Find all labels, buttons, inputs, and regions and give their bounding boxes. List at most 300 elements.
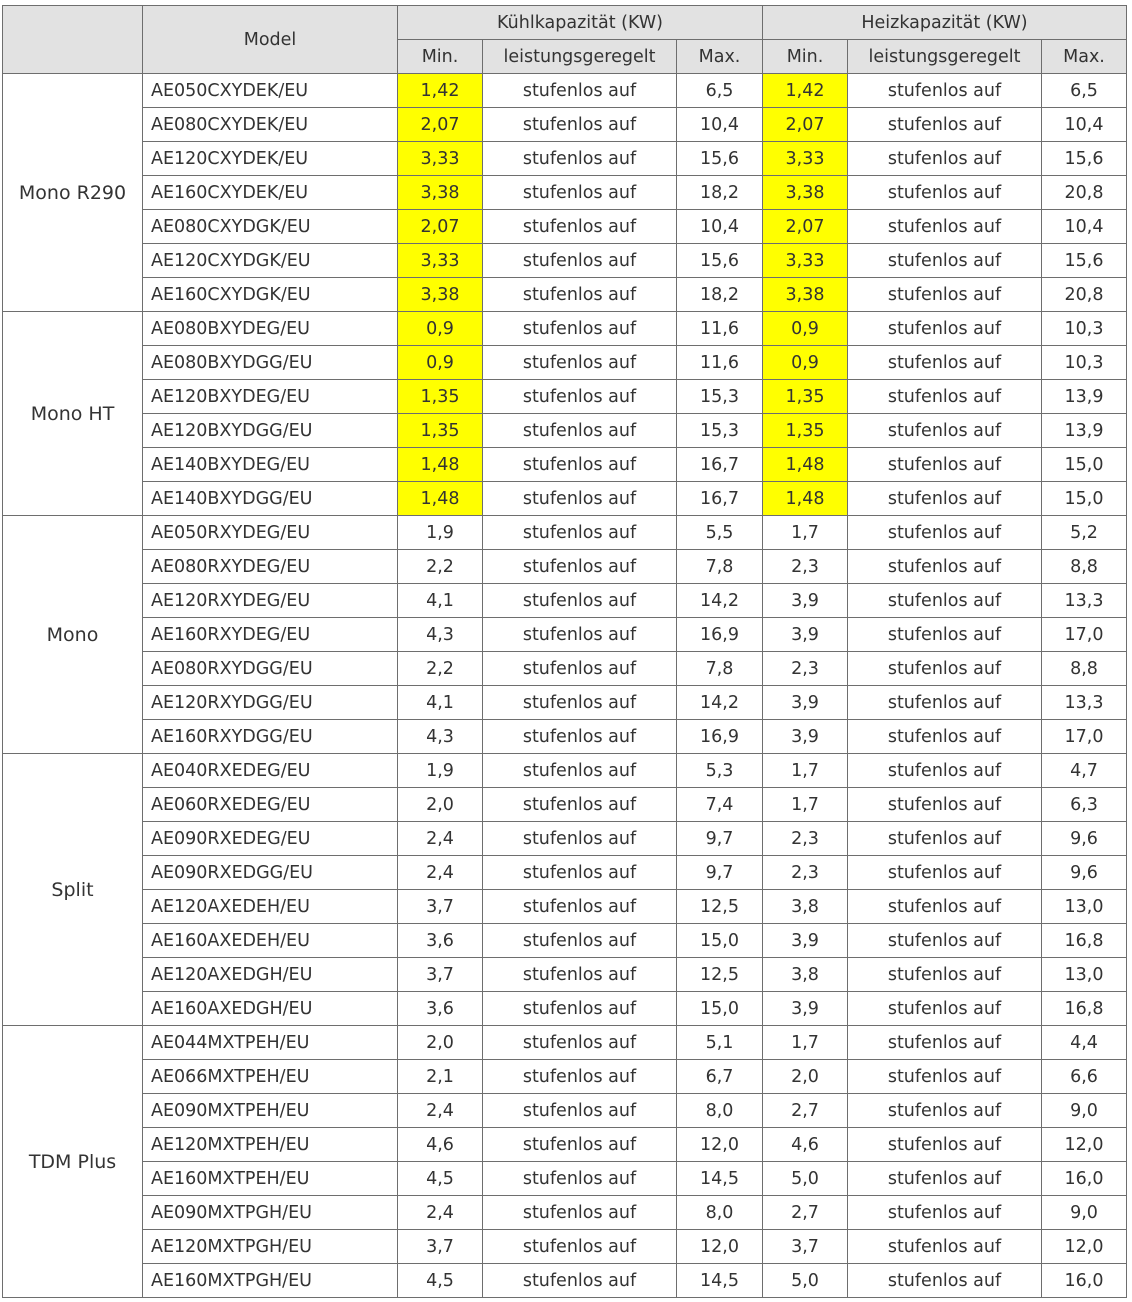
cooling-regulated-cell: stufenlos auf bbox=[483, 278, 677, 312]
heating-max-cell: 13,9 bbox=[1042, 380, 1127, 414]
heating-regulated-cell: stufenlos auf bbox=[848, 1196, 1042, 1230]
header-cooling-max: Max. bbox=[677, 40, 763, 74]
heating-max-cell: 10,4 bbox=[1042, 108, 1127, 142]
heating-regulated-cell: stufenlos auf bbox=[848, 584, 1042, 618]
header-blank bbox=[3, 6, 143, 74]
cooling-max-cell: 11,6 bbox=[677, 346, 763, 380]
heating-min-cell: 1,7 bbox=[763, 1026, 848, 1060]
model-cell: AE140BXYDGG/EU bbox=[143, 482, 398, 516]
cooling-max-cell: 8,0 bbox=[677, 1094, 763, 1128]
model-cell: AE044MXTPEH/EU bbox=[143, 1026, 398, 1060]
cooling-regulated-cell: stufenlos auf bbox=[483, 754, 677, 788]
model-cell: AE090MXTPEH/EU bbox=[143, 1094, 398, 1128]
model-cell: AE120BXYDEG/EU bbox=[143, 380, 398, 414]
cooling-max-cell: 6,7 bbox=[677, 1060, 763, 1094]
table-row bbox=[3, 1196, 1127, 1230]
table-row bbox=[3, 618, 1127, 652]
cooling-regulated-cell: stufenlos auf bbox=[483, 516, 677, 550]
heating-regulated-cell: stufenlos auf bbox=[848, 244, 1042, 278]
model-cell: AE160CXYDGK/EU bbox=[143, 278, 398, 312]
cooling-min-cell: 2,0 bbox=[398, 788, 483, 822]
heating-max-cell: 10,4 bbox=[1042, 210, 1127, 244]
heating-regulated-cell: stufenlos auf bbox=[848, 720, 1042, 754]
model-cell: AE050RXYDEG/EU bbox=[143, 516, 398, 550]
header-heating-regulated: leistungsgeregelt bbox=[848, 40, 1042, 74]
cooling-min-cell: 2,07 bbox=[398, 108, 483, 142]
model-cell: AE160AXEDGH/EU bbox=[143, 992, 398, 1026]
cooling-min-cell: 3,7 bbox=[398, 958, 483, 992]
heating-max-cell: 8,8 bbox=[1042, 550, 1127, 584]
heating-min-cell: 2,07 bbox=[763, 108, 848, 142]
cooling-max-cell: 14,2 bbox=[677, 686, 763, 720]
cooling-regulated-cell: stufenlos auf bbox=[483, 924, 677, 958]
model-cell: AE120AXEDGH/EU bbox=[143, 958, 398, 992]
heating-min-cell: 2,3 bbox=[763, 822, 848, 856]
model-cell: AE160CXYDEK/EU bbox=[143, 176, 398, 210]
capacity-table bbox=[2, 5, 1127, 1298]
table-row bbox=[3, 1026, 1127, 1060]
cooling-regulated-cell: stufenlos auf bbox=[483, 1230, 677, 1264]
cooling-max-cell: 6,5 bbox=[677, 74, 763, 108]
heating-min-cell: 1,35 bbox=[763, 380, 848, 414]
model-cell: AE050CXYDEK/EU bbox=[143, 74, 398, 108]
table-row bbox=[3, 516, 1127, 550]
model-cell: AE066MXTPEH/EU bbox=[143, 1060, 398, 1094]
heating-max-cell: 4,4 bbox=[1042, 1026, 1127, 1060]
model-cell: AE160MXTPEH/EU bbox=[143, 1162, 398, 1196]
heating-min-cell: 2,07 bbox=[763, 210, 848, 244]
cooling-regulated-cell: stufenlos auf bbox=[483, 652, 677, 686]
table-row bbox=[3, 176, 1127, 210]
cooling-min-cell: 2,4 bbox=[398, 1094, 483, 1128]
table-row bbox=[3, 414, 1127, 448]
heating-regulated-cell: stufenlos auf bbox=[848, 618, 1042, 652]
heating-min-cell: 0,9 bbox=[763, 312, 848, 346]
cooling-regulated-cell: stufenlos auf bbox=[483, 788, 677, 822]
cooling-min-cell: 1,42 bbox=[398, 74, 483, 108]
header-heating: Heizkapazität (KW) bbox=[763, 6, 1127, 40]
cooling-min-cell: 2,2 bbox=[398, 550, 483, 584]
cooling-min-cell: 3,7 bbox=[398, 1230, 483, 1264]
heating-max-cell: 20,8 bbox=[1042, 176, 1127, 210]
cooling-max-cell: 12,0 bbox=[677, 1230, 763, 1264]
cooling-max-cell: 18,2 bbox=[677, 176, 763, 210]
cooling-regulated-cell: stufenlos auf bbox=[483, 380, 677, 414]
heating-max-cell: 6,5 bbox=[1042, 74, 1127, 108]
header-heating-min: Min. bbox=[763, 40, 848, 74]
cooling-min-cell: 1,9 bbox=[398, 754, 483, 788]
model-cell: AE080BXYDEG/EU bbox=[143, 312, 398, 346]
cooling-regulated-cell: stufenlos auf bbox=[483, 550, 677, 584]
cooling-regulated-cell: stufenlos auf bbox=[483, 1196, 677, 1230]
cooling-max-cell: 5,5 bbox=[677, 516, 763, 550]
heating-regulated-cell: stufenlos auf bbox=[848, 380, 1042, 414]
model-cell: AE120MXTPEH/EU bbox=[143, 1128, 398, 1162]
heating-regulated-cell: stufenlos auf bbox=[848, 652, 1042, 686]
cooling-max-cell: 10,4 bbox=[677, 210, 763, 244]
cooling-max-cell: 15,0 bbox=[677, 924, 763, 958]
cooling-max-cell: 18,2 bbox=[677, 278, 763, 312]
heating-min-cell: 3,9 bbox=[763, 992, 848, 1026]
cooling-regulated-cell: stufenlos auf bbox=[483, 686, 677, 720]
table-row bbox=[3, 924, 1127, 958]
model-cell: AE120CXYDEK/EU bbox=[143, 142, 398, 176]
cooling-min-cell: 4,1 bbox=[398, 686, 483, 720]
heating-min-cell: 2,3 bbox=[763, 550, 848, 584]
heating-min-cell: 1,42 bbox=[763, 74, 848, 108]
cooling-regulated-cell: stufenlos auf bbox=[483, 890, 677, 924]
model-cell: AE080CXYDGK/EU bbox=[143, 210, 398, 244]
model-cell: AE080BXYDGG/EU bbox=[143, 346, 398, 380]
model-cell: AE080RXYDEG/EU bbox=[143, 550, 398, 584]
heating-max-cell: 10,3 bbox=[1042, 346, 1127, 380]
heating-regulated-cell: stufenlos auf bbox=[848, 142, 1042, 176]
heating-max-cell: 16,8 bbox=[1042, 992, 1127, 1026]
table-row bbox=[3, 992, 1127, 1026]
cooling-max-cell: 11,6 bbox=[677, 312, 763, 346]
cooling-max-cell: 16,9 bbox=[677, 618, 763, 652]
heating-max-cell: 4,7 bbox=[1042, 754, 1127, 788]
model-cell: AE120BXYDGG/EU bbox=[143, 414, 398, 448]
model-cell: AE120CXYDGK/EU bbox=[143, 244, 398, 278]
group-label: Mono R290 bbox=[3, 74, 143, 312]
cooling-max-cell: 16,7 bbox=[677, 482, 763, 516]
cooling-regulated-cell: stufenlos auf bbox=[483, 1162, 677, 1196]
table-header bbox=[3, 6, 1127, 74]
heating-regulated-cell: stufenlos auf bbox=[848, 1230, 1042, 1264]
heating-max-cell: 13,0 bbox=[1042, 890, 1127, 924]
cooling-regulated-cell: stufenlos auf bbox=[483, 108, 677, 142]
cooling-regulated-cell: stufenlos auf bbox=[483, 346, 677, 380]
cooling-max-cell: 7,8 bbox=[677, 550, 763, 584]
table-row bbox=[3, 958, 1127, 992]
heating-regulated-cell: stufenlos auf bbox=[848, 516, 1042, 550]
cooling-regulated-cell: stufenlos auf bbox=[483, 584, 677, 618]
cooling-max-cell: 12,5 bbox=[677, 890, 763, 924]
cooling-min-cell: 3,33 bbox=[398, 142, 483, 176]
heating-max-cell: 17,0 bbox=[1042, 618, 1127, 652]
cooling-min-cell: 3,6 bbox=[398, 992, 483, 1026]
table-row bbox=[3, 1264, 1127, 1298]
heating-min-cell: 2,3 bbox=[763, 652, 848, 686]
cooling-min-cell: 1,35 bbox=[398, 380, 483, 414]
heating-max-cell: 9,0 bbox=[1042, 1196, 1127, 1230]
heating-min-cell: 5,0 bbox=[763, 1264, 848, 1298]
heating-min-cell: 3,9 bbox=[763, 584, 848, 618]
table-row bbox=[3, 1230, 1127, 1264]
heating-min-cell: 3,33 bbox=[763, 142, 848, 176]
cooling-max-cell: 9,7 bbox=[677, 856, 763, 890]
heating-regulated-cell: stufenlos auf bbox=[848, 414, 1042, 448]
heating-max-cell: 15,0 bbox=[1042, 448, 1127, 482]
table-row bbox=[3, 584, 1127, 618]
heating-max-cell: 9,6 bbox=[1042, 822, 1127, 856]
cooling-regulated-cell: stufenlos auf bbox=[483, 1128, 677, 1162]
cooling-regulated-cell: stufenlos auf bbox=[483, 210, 677, 244]
heating-min-cell: 3,9 bbox=[763, 924, 848, 958]
heating-regulated-cell: stufenlos auf bbox=[848, 958, 1042, 992]
heating-regulated-cell: stufenlos auf bbox=[848, 1094, 1042, 1128]
cooling-regulated-cell: stufenlos auf bbox=[483, 482, 677, 516]
heating-max-cell: 13,3 bbox=[1042, 686, 1127, 720]
heating-min-cell: 2,7 bbox=[763, 1094, 848, 1128]
group-label: Split bbox=[3, 754, 143, 1026]
heating-min-cell: 3,38 bbox=[763, 278, 848, 312]
table-row bbox=[3, 652, 1127, 686]
model-cell: AE080CXYDEK/EU bbox=[143, 108, 398, 142]
heating-max-cell: 13,9 bbox=[1042, 414, 1127, 448]
table-row bbox=[3, 720, 1127, 754]
cooling-min-cell: 2,4 bbox=[398, 822, 483, 856]
heating-min-cell: 1,7 bbox=[763, 516, 848, 550]
heating-max-cell: 9,0 bbox=[1042, 1094, 1127, 1128]
cooling-regulated-cell: stufenlos auf bbox=[483, 1094, 677, 1128]
heating-max-cell: 16,8 bbox=[1042, 924, 1127, 958]
cooling-max-cell: 5,3 bbox=[677, 754, 763, 788]
group-label: Mono HT bbox=[3, 312, 143, 516]
heating-max-cell: 5,2 bbox=[1042, 516, 1127, 550]
cooling-max-cell: 14,5 bbox=[677, 1264, 763, 1298]
cooling-max-cell: 9,7 bbox=[677, 822, 763, 856]
heating-min-cell: 4,6 bbox=[763, 1128, 848, 1162]
heating-min-cell: 1,35 bbox=[763, 414, 848, 448]
heating-min-cell: 3,33 bbox=[763, 244, 848, 278]
table-row bbox=[3, 108, 1127, 142]
table-row bbox=[3, 1128, 1127, 1162]
heating-min-cell: 3,7 bbox=[763, 1230, 848, 1264]
cooling-max-cell: 15,3 bbox=[677, 380, 763, 414]
heating-max-cell: 20,8 bbox=[1042, 278, 1127, 312]
model-cell: AE140BXYDEG/EU bbox=[143, 448, 398, 482]
heating-min-cell: 0,9 bbox=[763, 346, 848, 380]
model-cell: AE040RXEDEG/EU bbox=[143, 754, 398, 788]
heating-regulated-cell: stufenlos auf bbox=[848, 482, 1042, 516]
cooling-max-cell: 14,5 bbox=[677, 1162, 763, 1196]
cooling-min-cell: 1,35 bbox=[398, 414, 483, 448]
table-row bbox=[3, 380, 1127, 414]
cooling-max-cell: 7,8 bbox=[677, 652, 763, 686]
cooling-max-cell: 12,5 bbox=[677, 958, 763, 992]
heating-regulated-cell: stufenlos auf bbox=[848, 1128, 1042, 1162]
cooling-min-cell: 4,1 bbox=[398, 584, 483, 618]
heating-min-cell: 1,48 bbox=[763, 482, 848, 516]
cooling-max-cell: 16,9 bbox=[677, 720, 763, 754]
table-row bbox=[3, 448, 1127, 482]
heating-max-cell: 15,0 bbox=[1042, 482, 1127, 516]
heating-regulated-cell: stufenlos auf bbox=[848, 754, 1042, 788]
heating-min-cell: 5,0 bbox=[763, 1162, 848, 1196]
heating-regulated-cell: stufenlos auf bbox=[848, 1026, 1042, 1060]
heating-max-cell: 16,0 bbox=[1042, 1162, 1127, 1196]
heating-max-cell: 8,8 bbox=[1042, 652, 1127, 686]
heating-min-cell: 3,9 bbox=[763, 686, 848, 720]
cooling-min-cell: 3,38 bbox=[398, 278, 483, 312]
heating-min-cell: 1,48 bbox=[763, 448, 848, 482]
heating-max-cell: 12,0 bbox=[1042, 1128, 1127, 1162]
cooling-max-cell: 10,4 bbox=[677, 108, 763, 142]
cooling-min-cell: 1,48 bbox=[398, 448, 483, 482]
cooling-regulated-cell: stufenlos auf bbox=[483, 720, 677, 754]
cooling-max-cell: 16,7 bbox=[677, 448, 763, 482]
cooling-min-cell: 2,4 bbox=[398, 1196, 483, 1230]
model-cell: AE160RXYDGG/EU bbox=[143, 720, 398, 754]
cooling-max-cell: 12,0 bbox=[677, 1128, 763, 1162]
heating-min-cell: 1,7 bbox=[763, 788, 848, 822]
table-row bbox=[3, 1162, 1127, 1196]
cooling-min-cell: 4,5 bbox=[398, 1162, 483, 1196]
cooling-max-cell: 15,0 bbox=[677, 992, 763, 1026]
cooling-max-cell: 5,1 bbox=[677, 1026, 763, 1060]
heating-regulated-cell: stufenlos auf bbox=[848, 924, 1042, 958]
table-row bbox=[3, 74, 1127, 108]
heating-max-cell: 6,6 bbox=[1042, 1060, 1127, 1094]
heating-regulated-cell: stufenlos auf bbox=[848, 74, 1042, 108]
cooling-max-cell: 8,0 bbox=[677, 1196, 763, 1230]
header-cooling: Kühlkapazität (KW) bbox=[398, 6, 763, 40]
model-cell: AE090RXEDEG/EU bbox=[143, 822, 398, 856]
cooling-min-cell: 4,3 bbox=[398, 618, 483, 652]
header-model: Model bbox=[143, 6, 398, 74]
model-cell: AE120RXYDEG/EU bbox=[143, 584, 398, 618]
table-row bbox=[3, 550, 1127, 584]
cooling-min-cell: 3,33 bbox=[398, 244, 483, 278]
table-row bbox=[3, 856, 1127, 890]
group-label: TDM Plus bbox=[3, 1026, 143, 1298]
heating-max-cell: 15,6 bbox=[1042, 142, 1127, 176]
cooling-min-cell: 4,6 bbox=[398, 1128, 483, 1162]
header-cooling-regulated: leistungsgeregelt bbox=[483, 40, 677, 74]
cooling-max-cell: 15,3 bbox=[677, 414, 763, 448]
heating-regulated-cell: stufenlos auf bbox=[848, 788, 1042, 822]
cooling-regulated-cell: stufenlos auf bbox=[483, 822, 677, 856]
heating-regulated-cell: stufenlos auf bbox=[848, 346, 1042, 380]
cooling-regulated-cell: stufenlos auf bbox=[483, 142, 677, 176]
heating-min-cell: 3,9 bbox=[763, 720, 848, 754]
cooling-max-cell: 15,6 bbox=[677, 142, 763, 176]
header-cooling-min: Min. bbox=[398, 40, 483, 74]
cooling-min-cell: 2,0 bbox=[398, 1026, 483, 1060]
model-cell: AE060RXEDEG/EU bbox=[143, 788, 398, 822]
cooling-regulated-cell: stufenlos auf bbox=[483, 244, 677, 278]
cooling-regulated-cell: stufenlos auf bbox=[483, 1264, 677, 1298]
cooling-regulated-cell: stufenlos auf bbox=[483, 856, 677, 890]
cooling-regulated-cell: stufenlos auf bbox=[483, 74, 677, 108]
cooling-max-cell: 7,4 bbox=[677, 788, 763, 822]
table-row bbox=[3, 312, 1127, 346]
table-row bbox=[3, 890, 1127, 924]
heating-max-cell: 17,0 bbox=[1042, 720, 1127, 754]
cooling-regulated-cell: stufenlos auf bbox=[483, 414, 677, 448]
cooling-min-cell: 2,07 bbox=[398, 210, 483, 244]
heating-regulated-cell: stufenlos auf bbox=[848, 890, 1042, 924]
heating-regulated-cell: stufenlos auf bbox=[848, 1162, 1042, 1196]
table-row bbox=[3, 210, 1127, 244]
heating-regulated-cell: stufenlos auf bbox=[848, 550, 1042, 584]
heating-regulated-cell: stufenlos auf bbox=[848, 108, 1042, 142]
cooling-regulated-cell: stufenlos auf bbox=[483, 992, 677, 1026]
heating-regulated-cell: stufenlos auf bbox=[848, 822, 1042, 856]
cooling-max-cell: 14,2 bbox=[677, 584, 763, 618]
heating-max-cell: 13,0 bbox=[1042, 958, 1127, 992]
heating-regulated-cell: stufenlos auf bbox=[848, 278, 1042, 312]
table-row bbox=[3, 142, 1127, 176]
table-row bbox=[3, 244, 1127, 278]
cooling-min-cell: 3,6 bbox=[398, 924, 483, 958]
heating-max-cell: 15,6 bbox=[1042, 244, 1127, 278]
model-cell: AE090MXTPGH/EU bbox=[143, 1196, 398, 1230]
heating-min-cell: 2,0 bbox=[763, 1060, 848, 1094]
cooling-min-cell: 4,3 bbox=[398, 720, 483, 754]
model-cell: AE160MXTPGH/EU bbox=[143, 1264, 398, 1298]
table-row bbox=[3, 346, 1127, 380]
model-cell: AE080RXYDGG/EU bbox=[143, 652, 398, 686]
table-row bbox=[3, 1094, 1127, 1128]
model-cell: AE160RXYDEG/EU bbox=[143, 618, 398, 652]
table-row bbox=[3, 754, 1127, 788]
heating-max-cell: 16,0 bbox=[1042, 1264, 1127, 1298]
heating-regulated-cell: stufenlos auf bbox=[848, 686, 1042, 720]
table-row bbox=[3, 686, 1127, 720]
model-cell: AE120AXEDEH/EU bbox=[143, 890, 398, 924]
heating-max-cell: 9,6 bbox=[1042, 856, 1127, 890]
cooling-min-cell: 1,9 bbox=[398, 516, 483, 550]
heating-min-cell: 2,3 bbox=[763, 856, 848, 890]
cooling-regulated-cell: stufenlos auf bbox=[483, 1060, 677, 1094]
heating-regulated-cell: stufenlos auf bbox=[848, 176, 1042, 210]
cooling-min-cell: 2,4 bbox=[398, 856, 483, 890]
model-cell: AE120MXTPGH/EU bbox=[143, 1230, 398, 1264]
heating-regulated-cell: stufenlos auf bbox=[848, 1060, 1042, 1094]
heating-regulated-cell: stufenlos auf bbox=[848, 856, 1042, 890]
model-cell: AE160AXEDEH/EU bbox=[143, 924, 398, 958]
header-heating-max: Max. bbox=[1042, 40, 1127, 74]
heating-min-cell: 2,7 bbox=[763, 1196, 848, 1230]
cooling-min-cell: 1,48 bbox=[398, 482, 483, 516]
table-row bbox=[3, 482, 1127, 516]
heating-max-cell: 10,3 bbox=[1042, 312, 1127, 346]
cooling-min-cell: 2,2 bbox=[398, 652, 483, 686]
heating-regulated-cell: stufenlos auf bbox=[848, 210, 1042, 244]
heating-min-cell: 1,7 bbox=[763, 754, 848, 788]
cooling-regulated-cell: stufenlos auf bbox=[483, 1026, 677, 1060]
cooling-min-cell: 0,9 bbox=[398, 312, 483, 346]
heating-regulated-cell: stufenlos auf bbox=[848, 992, 1042, 1026]
heating-regulated-cell: stufenlos auf bbox=[848, 1264, 1042, 1298]
heating-min-cell: 3,38 bbox=[763, 176, 848, 210]
group-label: Mono bbox=[3, 516, 143, 754]
heating-max-cell: 6,3 bbox=[1042, 788, 1127, 822]
cooling-regulated-cell: stufenlos auf bbox=[483, 176, 677, 210]
table-row bbox=[3, 278, 1127, 312]
table-row bbox=[3, 822, 1127, 856]
cooling-min-cell: 3,7 bbox=[398, 890, 483, 924]
cooling-max-cell: 15,6 bbox=[677, 244, 763, 278]
heating-min-cell: 3,8 bbox=[763, 958, 848, 992]
table-row bbox=[3, 788, 1127, 822]
heating-max-cell: 12,0 bbox=[1042, 1230, 1127, 1264]
cooling-regulated-cell: stufenlos auf bbox=[483, 958, 677, 992]
cooling-min-cell: 0,9 bbox=[398, 346, 483, 380]
heating-regulated-cell: stufenlos auf bbox=[848, 312, 1042, 346]
cooling-regulated-cell: stufenlos auf bbox=[483, 448, 677, 482]
cooling-regulated-cell: stufenlos auf bbox=[483, 618, 677, 652]
table-body bbox=[3, 74, 1127, 1298]
heating-min-cell: 3,9 bbox=[763, 618, 848, 652]
model-cell: AE090RXEDGG/EU bbox=[143, 856, 398, 890]
cooling-regulated-cell: stufenlos auf bbox=[483, 312, 677, 346]
heating-max-cell: 13,3 bbox=[1042, 584, 1127, 618]
cooling-min-cell: 3,38 bbox=[398, 176, 483, 210]
